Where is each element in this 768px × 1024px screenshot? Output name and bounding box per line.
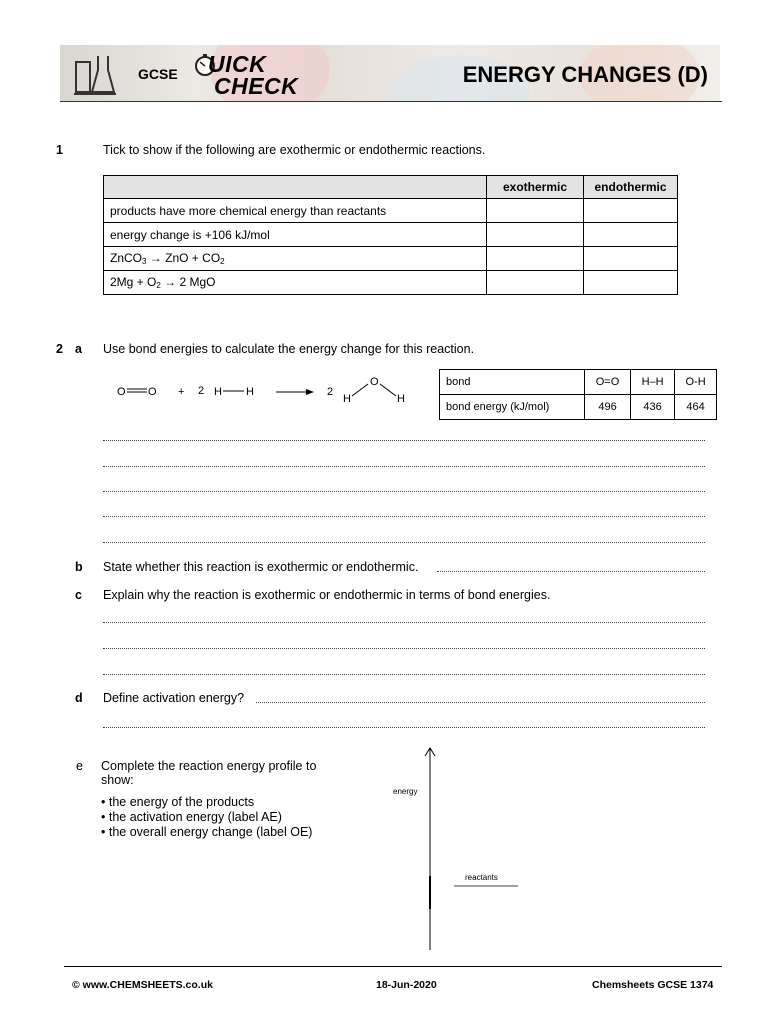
- table-row: [104, 223, 678, 247]
- reaction-equation: [110, 368, 420, 414]
- part-b-prompt: State whether this reaction is exothermic or endothermic.: [103, 560, 419, 574]
- bond-hh: H–H: [631, 370, 675, 395]
- answer-line[interactable]: [256, 702, 705, 703]
- answer-line[interactable]: [103, 542, 705, 543]
- bond-energy-oo: 496: [585, 395, 631, 420]
- part-a-prompt: Use bond energies to calculate the energy change for this reaction.: [103, 342, 475, 356]
- table-header-row: [104, 176, 678, 199]
- answer-line[interactable]: [103, 516, 705, 517]
- table-header-endothermic: endothermic: [584, 176, 678, 199]
- energy-profile-diagram[interactable]: [380, 744, 540, 954]
- endothermic-tick-cell[interactable]: [584, 247, 678, 271]
- footer-sheet-id: Chemsheets GCSE 1374: [592, 979, 714, 991]
- answer-line[interactable]: [437, 571, 705, 572]
- row-label: ZnCO$_3$ → ZnO + $CO_2$: [104, 247, 487, 271]
- part-b-label: b: [75, 560, 83, 574]
- part-a-label: a: [75, 342, 82, 356]
- eq-coef-h2: 2: [198, 385, 205, 397]
- part-c-label: c: [75, 588, 82, 602]
- classification-table: [103, 175, 678, 295]
- part-e-label: e: [76, 759, 83, 773]
- energy-axis-label: energy: [393, 787, 418, 796]
- bullet-item: • the energy of the products: [101, 795, 255, 809]
- footer-rule: [64, 966, 722, 967]
- bond-energy-table: [439, 369, 717, 420]
- endothermic-tick-cell[interactable]: [584, 199, 678, 223]
- logo-quick: UICK: [208, 51, 267, 77]
- eq-h2: H: [246, 386, 254, 398]
- answer-line[interactable]: [103, 648, 705, 649]
- part-d-prompt: Define activation energy?: [103, 691, 245, 705]
- exothermic-tick-cell[interactable]: [487, 247, 584, 271]
- part-c-prompt: Explain why the reaction is exothermic or endothermic in terms of bond energies.: [103, 588, 551, 602]
- bond-energy-hh: 436: [631, 395, 675, 420]
- bullet-item: • the activation energy (label AE): [101, 810, 282, 824]
- eq-plus: +: [178, 386, 185, 398]
- bullet-text: the overall energy change (label OE): [108, 825, 313, 839]
- footer-date: 18-Jun-2020: [376, 979, 437, 991]
- bullet-text: the energy of the products: [108, 795, 255, 809]
- bullet-text: the activation energy (label AE): [108, 810, 282, 824]
- eq-water-h2: H: [397, 393, 405, 405]
- answer-line[interactable]: [103, 622, 705, 623]
- header-rule: [60, 101, 722, 102]
- table-row: [440, 395, 717, 420]
- table-row: [104, 199, 678, 223]
- answer-line[interactable]: [103, 491, 705, 492]
- exothermic-tick-cell[interactable]: [487, 199, 584, 223]
- bullet-item: • the overall energy change (label OE): [101, 825, 313, 839]
- bond-oo: O=O: [585, 370, 631, 395]
- question-2-number: 2: [56, 342, 63, 356]
- table-header-exothermic: exothermic: [487, 176, 584, 199]
- row-label: $2Mg + O_2 \to 2$ MgO: [104, 271, 487, 295]
- eq-coef-h2o: 2: [327, 386, 334, 398]
- reactants-label: reactants: [465, 873, 498, 882]
- part-d-label: d: [75, 691, 83, 705]
- table-row: [440, 370, 717, 395]
- exothermic-tick-cell[interactable]: [487, 271, 584, 295]
- answer-line[interactable]: [103, 674, 705, 675]
- eq-o2: O: [148, 386, 157, 398]
- table-header-blank: [104, 176, 487, 199]
- question-1-number: 1: [56, 143, 63, 157]
- answer-line[interactable]: [103, 466, 705, 467]
- logo-quick-check: [208, 53, 298, 97]
- row-label: energy change is +106 kJ/mol: [104, 223, 487, 247]
- bond-energy-oh: 464: [675, 395, 717, 420]
- endothermic-tick-cell[interactable]: [584, 223, 678, 247]
- part-e-prompt-line-1: Complete the reaction energy profile to: [101, 759, 317, 773]
- endothermic-tick-cell[interactable]: [584, 271, 678, 295]
- answer-line[interactable]: [103, 440, 705, 441]
- lab-glassware-icon: [70, 50, 120, 98]
- part-e-prompt-line-2: show:: [101, 773, 134, 787]
- bond-oh: O-H: [675, 370, 717, 395]
- answer-line[interactable]: [103, 727, 705, 728]
- bond-header: bond: [440, 370, 585, 395]
- logo-gcse: GCSE: [138, 66, 178, 82]
- eq-o1: O: [117, 386, 126, 398]
- reaction-arrow: [306, 389, 314, 395]
- footer-copyright: © www.CHEMSHEETS.co.uk: [72, 979, 213, 991]
- logo-check: CHECK: [214, 73, 299, 99]
- eq-water-o: O: [370, 376, 379, 388]
- row-label: products have more chemical energy than reactants: [104, 199, 487, 223]
- exothermic-tick-cell[interactable]: [487, 223, 584, 247]
- table-row: [104, 247, 678, 271]
- table-row: [104, 271, 678, 295]
- page-title: ENERGY CHANGES (D): [462, 62, 708, 87]
- question-1-prompt: Tick to show if the following are exothermic or endothermic reactions.: [103, 143, 486, 157]
- eq-water-h1: H: [343, 393, 351, 405]
- eq-h1: H: [214, 386, 222, 398]
- bond-energy-header: bond energy (kJ/mol): [440, 395, 585, 420]
